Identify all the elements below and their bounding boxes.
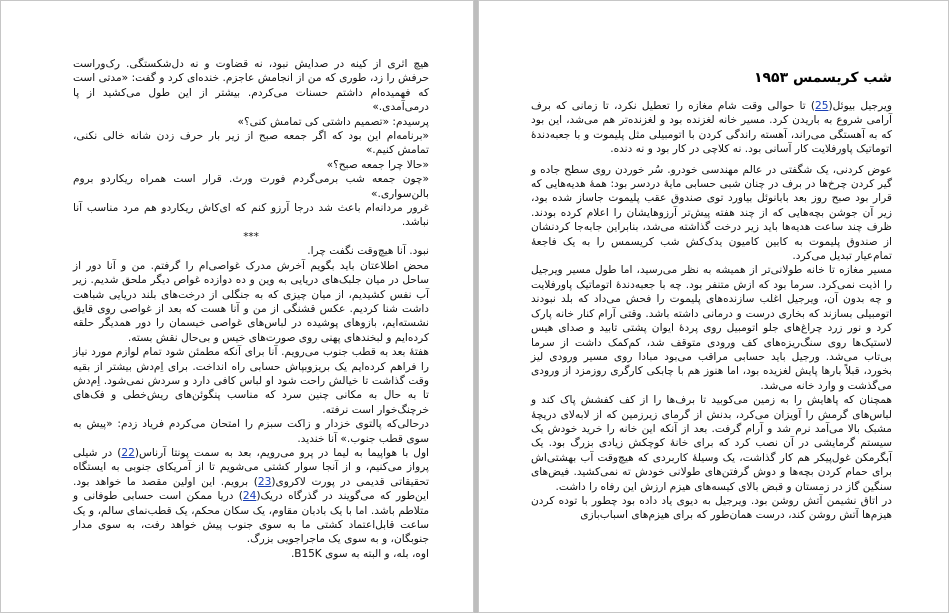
paragraph: پرسیدم: «تصمیم داشتی کی تمامش کنی؟» (237, 115, 429, 128)
footnote-link[interactable]: 23 (257, 475, 272, 488)
paragraph: مسیر مغازه تا خانه طولانی‌تر از همیشه به نظر می‌رسید، اما طول مسیر ویرجیل را اذیت نمی‌کرد. سرما بود که ازش متنفر بود. چه با جعبه‌دندهٔ اتوماتیک پاورفلایت و چه بدون آن، ویرجیل اغلب سازنده‌های پلیموت را فحش می‌داد که بلد نبودند اتومبیلی بسازند که بخاری درست و درمانی داشته باشد. وقتی آرام کنار خانه پارک کرد و نور زرد چراغ‌های جلو اتومبیل روی پردهٔ ایوان پشتی تابید و صدای هیس لاستیک‌ها روی سنگ‌ریزه‌های کف ورودی متوقف شد، کم‌کمک داشت از سرما بی‌تاب می‌شد. ورجیل باید حسابی مراقب می‌بود مبادا روی مسیر ورودی لیز بخورد، قبلاً بارها پایش لغزیده بود، اما هنوز هم با چابکی کارگری روزمزد از ورودی می‌گذشت و وارد خانه می‌شد. (531, 264, 892, 392)
footnote-link[interactable]: 25 (814, 100, 829, 112)
paragraph: «حالا چرا جمعه صبح؟» (326, 158, 429, 171)
paragraph: اول با هواپیما به لیما در پرو می‌رویم، بعد به سمت پونتا آرناس(22) در شیلی پرواز می‌کنیم، و از آنجا سوار کشتی می‌شویم تا از آمریکای جنوبی به ایستگاه تحقیقاتی قدیمی در پورت لاکروی(23) برویم. این اولین مقصد ما خواهد بود. این‌طور که می‌گویند در گذرگاه دریک(24) دریا ممکن است حسابی طوفانی و متلاطم باشد. اما با یک بادبان مقاوم، یک سکان محکم، یک قطب‌نمای سالم، و یک ساعت قابل‌اعتماد کشتی ما به سوی جنوب پیش خواهد رفت، به سوی مدار جنوبگان، و به سوی یک ماجراجویی بزرگ. (73, 446, 429, 546)
section-break: *** (243, 230, 259, 243)
paragraph: ویرجیل بیوئل(25) تا حوالی وقت شام مغازه را تعطیل نکرد، تا زمانی که برف آرامی شروع به باریدن کرد. مسیر خانه لغزنده بود و لغزنده‌تر هم می‌شد، این بود که به آهستگی می‌راند، آهسته راندگی کردن با اتومبیلی مثل پلیموت و با جعبه‌دندهٔ اتوماتیک پاورفلایت کار آسانی بود. نه کلاچی در کار بود و نه دنده. (531, 100, 892, 156)
paragraph: «چون جمعه شب برمی‌گردم فورت ورث. قرار است همراه ریکاردو بروم بالن‌سواری.» (73, 173, 429, 200)
paragraph: همچنان که پاهایش را به زمین می‌کوبید تا برف‌ها را از کف کفشش پاک کند و لباس‌های گرمش را آویزان می‌کرد، بدنش از گرمای زیرزمین که از لابه‌لای دریچهٔ مشبک بالا می‌آمد نرم شد و آرام گرفت. بعد از آنکه این خانه را خرید خودش یک سیستم گرمایشی در آن نصب کرد که برای خانهٔ کوچکش زیادی بزرگ بود. یک آبگرمکن غول‌پیکر هم کار گذاشت، یک وسیلهٔ کاربردی که هیچ‌وقت آب بهشتی‌اش برای حمام کردن بچه‌ها و دوش گرفتن‌های طولانی خودش ته نمی‌کشید. فیض‌های سنگین گاز در زمستان و قبض بالای کیسه‌های هیزم ارزش این رفاه را داشت. (531, 394, 892, 493)
footnote-link[interactable]: 24 (242, 490, 257, 503)
page-text (73, 57, 429, 561)
paragraph: هفتهٔ بعد به قطب جنوب می‌رویم. آنا برای آنکه مطمئن شود تمام لوازم مورد نیاز را فراهم کرده‌ایم یک بریزوبپاش حسابی راه انداخت. برای اِم‌دش بیشتر از بقیه وقت گذاشت تا خیالش راحت شود او لباس کافی دارد و سردش نمی‌شود. اِم‌دش تا به حال به مکانی چنین سرد که مناسب پنگوئن‌های ریش‌خطی و فک‌های خرچنگ‌خوار است نرفته. (73, 346, 429, 416)
paragraph: در اتاق نشیمن آتش روشن بود. ویرجیل به دیوی یاد داده بود چطور با توده کردن هیزم‌ها آتش روشن کند، درست همان‌طور که برای هیزم‌های اسباب‌بازی (531, 494, 892, 522)
paragraph: هیچ اثری از کینه در صدایش نبود، نه قضاوت و نه دل‌شکستگی. رک‌وراست حرفش را زد، طوری که من از انجامش عاجزم. خنده‌ای کرد و گفت: «مدتی است که فهمیده‌ام داشتم حسنات می‌کردم. بیشتر از این طول می‌کشید از پا درمی‌آمدی.» (73, 58, 429, 114)
document-page-right (478, 0, 949, 613)
paragraph: درحالی‌که پالتوی خزدار و زاکت سبزم را امتحان می‌کردم فریاد زدم: «پیش به سوی قطب جنوب.» آنا خندید. (73, 418, 429, 445)
document-page-left (0, 0, 474, 613)
paragraph: اوه، بله، و البته به سوی B15K. (291, 547, 429, 560)
paragraph: غرور مردانه‌ام باعث شد درجا آرزو کنم که ای‌کاش ریکاردو هم مرد مناسب آنا نباشد. (73, 202, 429, 229)
paragraph: عوض کردنی، یک شگفتی در عالم مهندسی خودرو. سُر خوردن روی سطح جاده و گیر کردن چرخ‌ها در برف در چنان شبی حسابی مایهٔ دردسر بود: همهٔ هدیه‌هایی که قرار بود صبح روز بعد بابانوئل بیاورد توی صندوق عقب پلیموت جاساز شده بود، زیر آن جوشن بچه‌هایی که از چند هفته پیش‌تر آرزوهایشان را اعلام کرده بودند. ظرف چند ساعت هدیه‌ها باید زیر درخت گذاشته می‌شد، بنابراین جابه‌جا کردنشان از صندوق پلیموت به کابین کامیون یدک‌کش شب کریسمس را به یک فاجعهٔ تمام‌عیار تبدیل می‌کرد. (531, 163, 892, 263)
footnote-link[interactable]: 22 (121, 446, 135, 459)
page-text (531, 99, 892, 523)
paragraph: محض اطلاعتان باید بگویم آخرش مدرک غواصی‌ام را گرفتم. من و آنا دور از ساحل در میان جلبک‌های دریایی به وین و ده دوازده غواص دیگر ملحق شدیم. زیر آب نفس کشیدیم، از میان چیزی که به جنگلی از درخت‌های بلند دریایی شباهت داشت شنا کردیم. عکس قشنگی از من و آنا هست که بعد از غواصی روی قایق نشسته‌ایم، بازوهای پوشیده در لباس‌های غواصی خیسمان را دور همدیگر حلقه کرده‌ایم و لبخندهای پهنی روی صورت‌های خیس و بی‌حال نقش بسته. (73, 259, 429, 344)
paragraph: نبود. آنا هیچ‌وقت نگفت چرا. (307, 245, 429, 258)
chapter-title: شب کریسمس ۱۹۵۳ (753, 70, 892, 86)
paragraph: «برنامه‌ام این بود که اگر جمعه صبح از زیر بار حرف زدن شانه خالی نکنی، تمامش کنیم.» (73, 130, 429, 157)
